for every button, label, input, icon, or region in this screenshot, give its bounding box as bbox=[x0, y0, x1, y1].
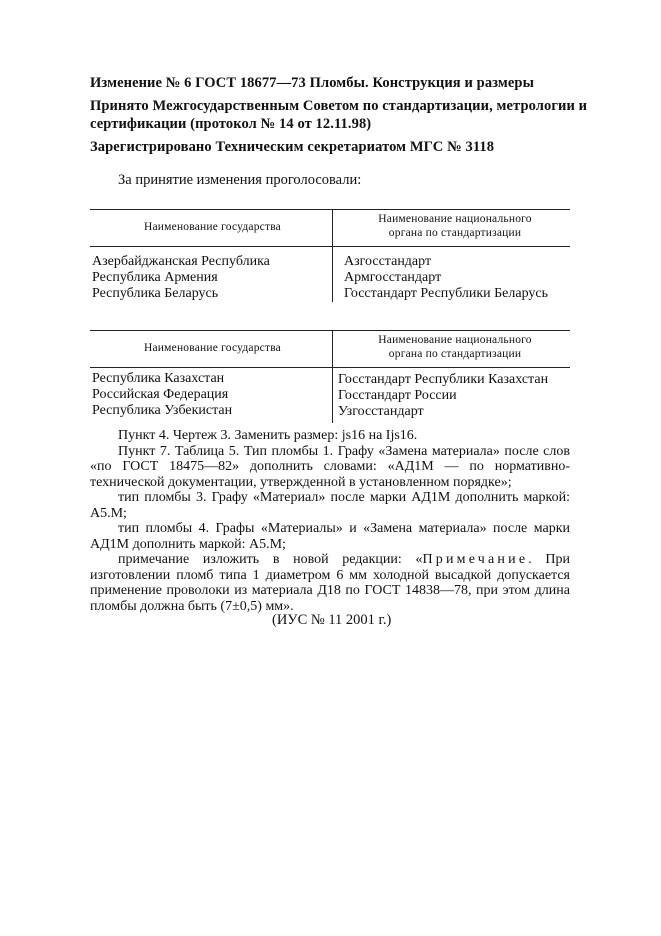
body-paragraph: Пункт 7. Таблица 5. Тип пломбы 1. Графу «Замена материала» после слов «по ГОСТ 18475—82» дополнить словами: «АД1М — по нормативно-технической документации, утвержденной в установленном порядке»; bbox=[90, 443, 570, 490]
table-cell-state: Российская Федерация bbox=[92, 387, 229, 402]
table-rule bbox=[90, 367, 570, 368]
column-header-organ bbox=[340, 212, 570, 240]
column-header-organ-line: органа по стандартизации bbox=[388, 227, 522, 239]
column-header-organ-line: Наименование национального bbox=[378, 213, 532, 225]
table-cell-organ: Госстандарт Республики Казахстан bbox=[338, 372, 549, 387]
column-header-state: Наименование государства bbox=[144, 221, 281, 233]
column-header-organ-line: Наименование национального bbox=[378, 334, 532, 346]
table-cell-organ: Узгосстандарт bbox=[338, 404, 424, 419]
body-text-span: . При изготовлении пломб типа 1 диаметром 6 мм холодной высадкой допускается применение проволоки из материала Д18 по ГОСТ 14838—78, при этом длина пломбы должна быть (7±0,5) мм». bbox=[90, 552, 570, 614]
table-cell-state: Республика Узбекистан bbox=[92, 403, 233, 418]
table-cell-organ: Азгосстандарт bbox=[344, 254, 432, 269]
ius-reference: (ИУС № 11 2001 г.) bbox=[272, 612, 392, 628]
table-cell-state: Республика Беларусь bbox=[92, 286, 219, 301]
protocol-line: сертификации (протокол № 14 от 12.11.98) bbox=[90, 116, 372, 132]
table-divider bbox=[332, 330, 333, 423]
table-rule bbox=[90, 246, 570, 247]
column-header-state: Наименование государства bbox=[144, 342, 281, 354]
table-cell-organ: Госстандарт России bbox=[338, 388, 457, 403]
registration-line: Зарегистрировано Техническим секретариатом МГС № 3118 bbox=[90, 139, 495, 155]
table-cell-organ: Госстандарт Республики Беларусь bbox=[344, 286, 549, 301]
adoption-line: Принято Межгосударственным Советом по стандартизации, метрологии и bbox=[90, 98, 588, 114]
table-cell-organ: Армгосстандарт bbox=[344, 270, 442, 285]
table-cell-state: Республика Казахстан bbox=[92, 371, 225, 386]
body-paragraph: тип пломбы 4. Графы «Материалы» и «Замена материала» после марки АД1М дополнить маркой: А5.М; bbox=[90, 521, 570, 552]
table-cell-state: Азербайджанская Республика bbox=[92, 254, 270, 269]
voting-intro: За принятие изменения проголосовали: bbox=[118, 172, 362, 188]
amendment-body bbox=[90, 428, 570, 614]
note-word: Примечание bbox=[422, 552, 529, 567]
body-paragraph: Пункт 4. Чертеж 3. Заменить размер: js16 на Ijs16. bbox=[118, 428, 418, 443]
amendment-title: Изменение № 6 ГОСТ 18677—73 Пломбы. Конструкция и размеры bbox=[90, 75, 534, 91]
voting-table-1 bbox=[90, 209, 570, 305]
body-paragraph: тип пломбы 3. Графу «Материал» после марки АД1М дополнить маркой: А5.М; bbox=[90, 490, 570, 521]
column-header-organ bbox=[340, 333, 570, 361]
body-text-span: примечание изложить в новой редакции: « bbox=[118, 552, 423, 567]
table-cell-state: Республика Армения bbox=[92, 270, 218, 285]
body-paragraph bbox=[90, 552, 570, 614]
table-divider bbox=[332, 209, 333, 302]
table-rule bbox=[90, 330, 570, 331]
table-rule bbox=[90, 209, 570, 210]
voting-table-2 bbox=[90, 330, 570, 425]
column-header-organ-line: органа по стандартизации bbox=[388, 348, 522, 360]
